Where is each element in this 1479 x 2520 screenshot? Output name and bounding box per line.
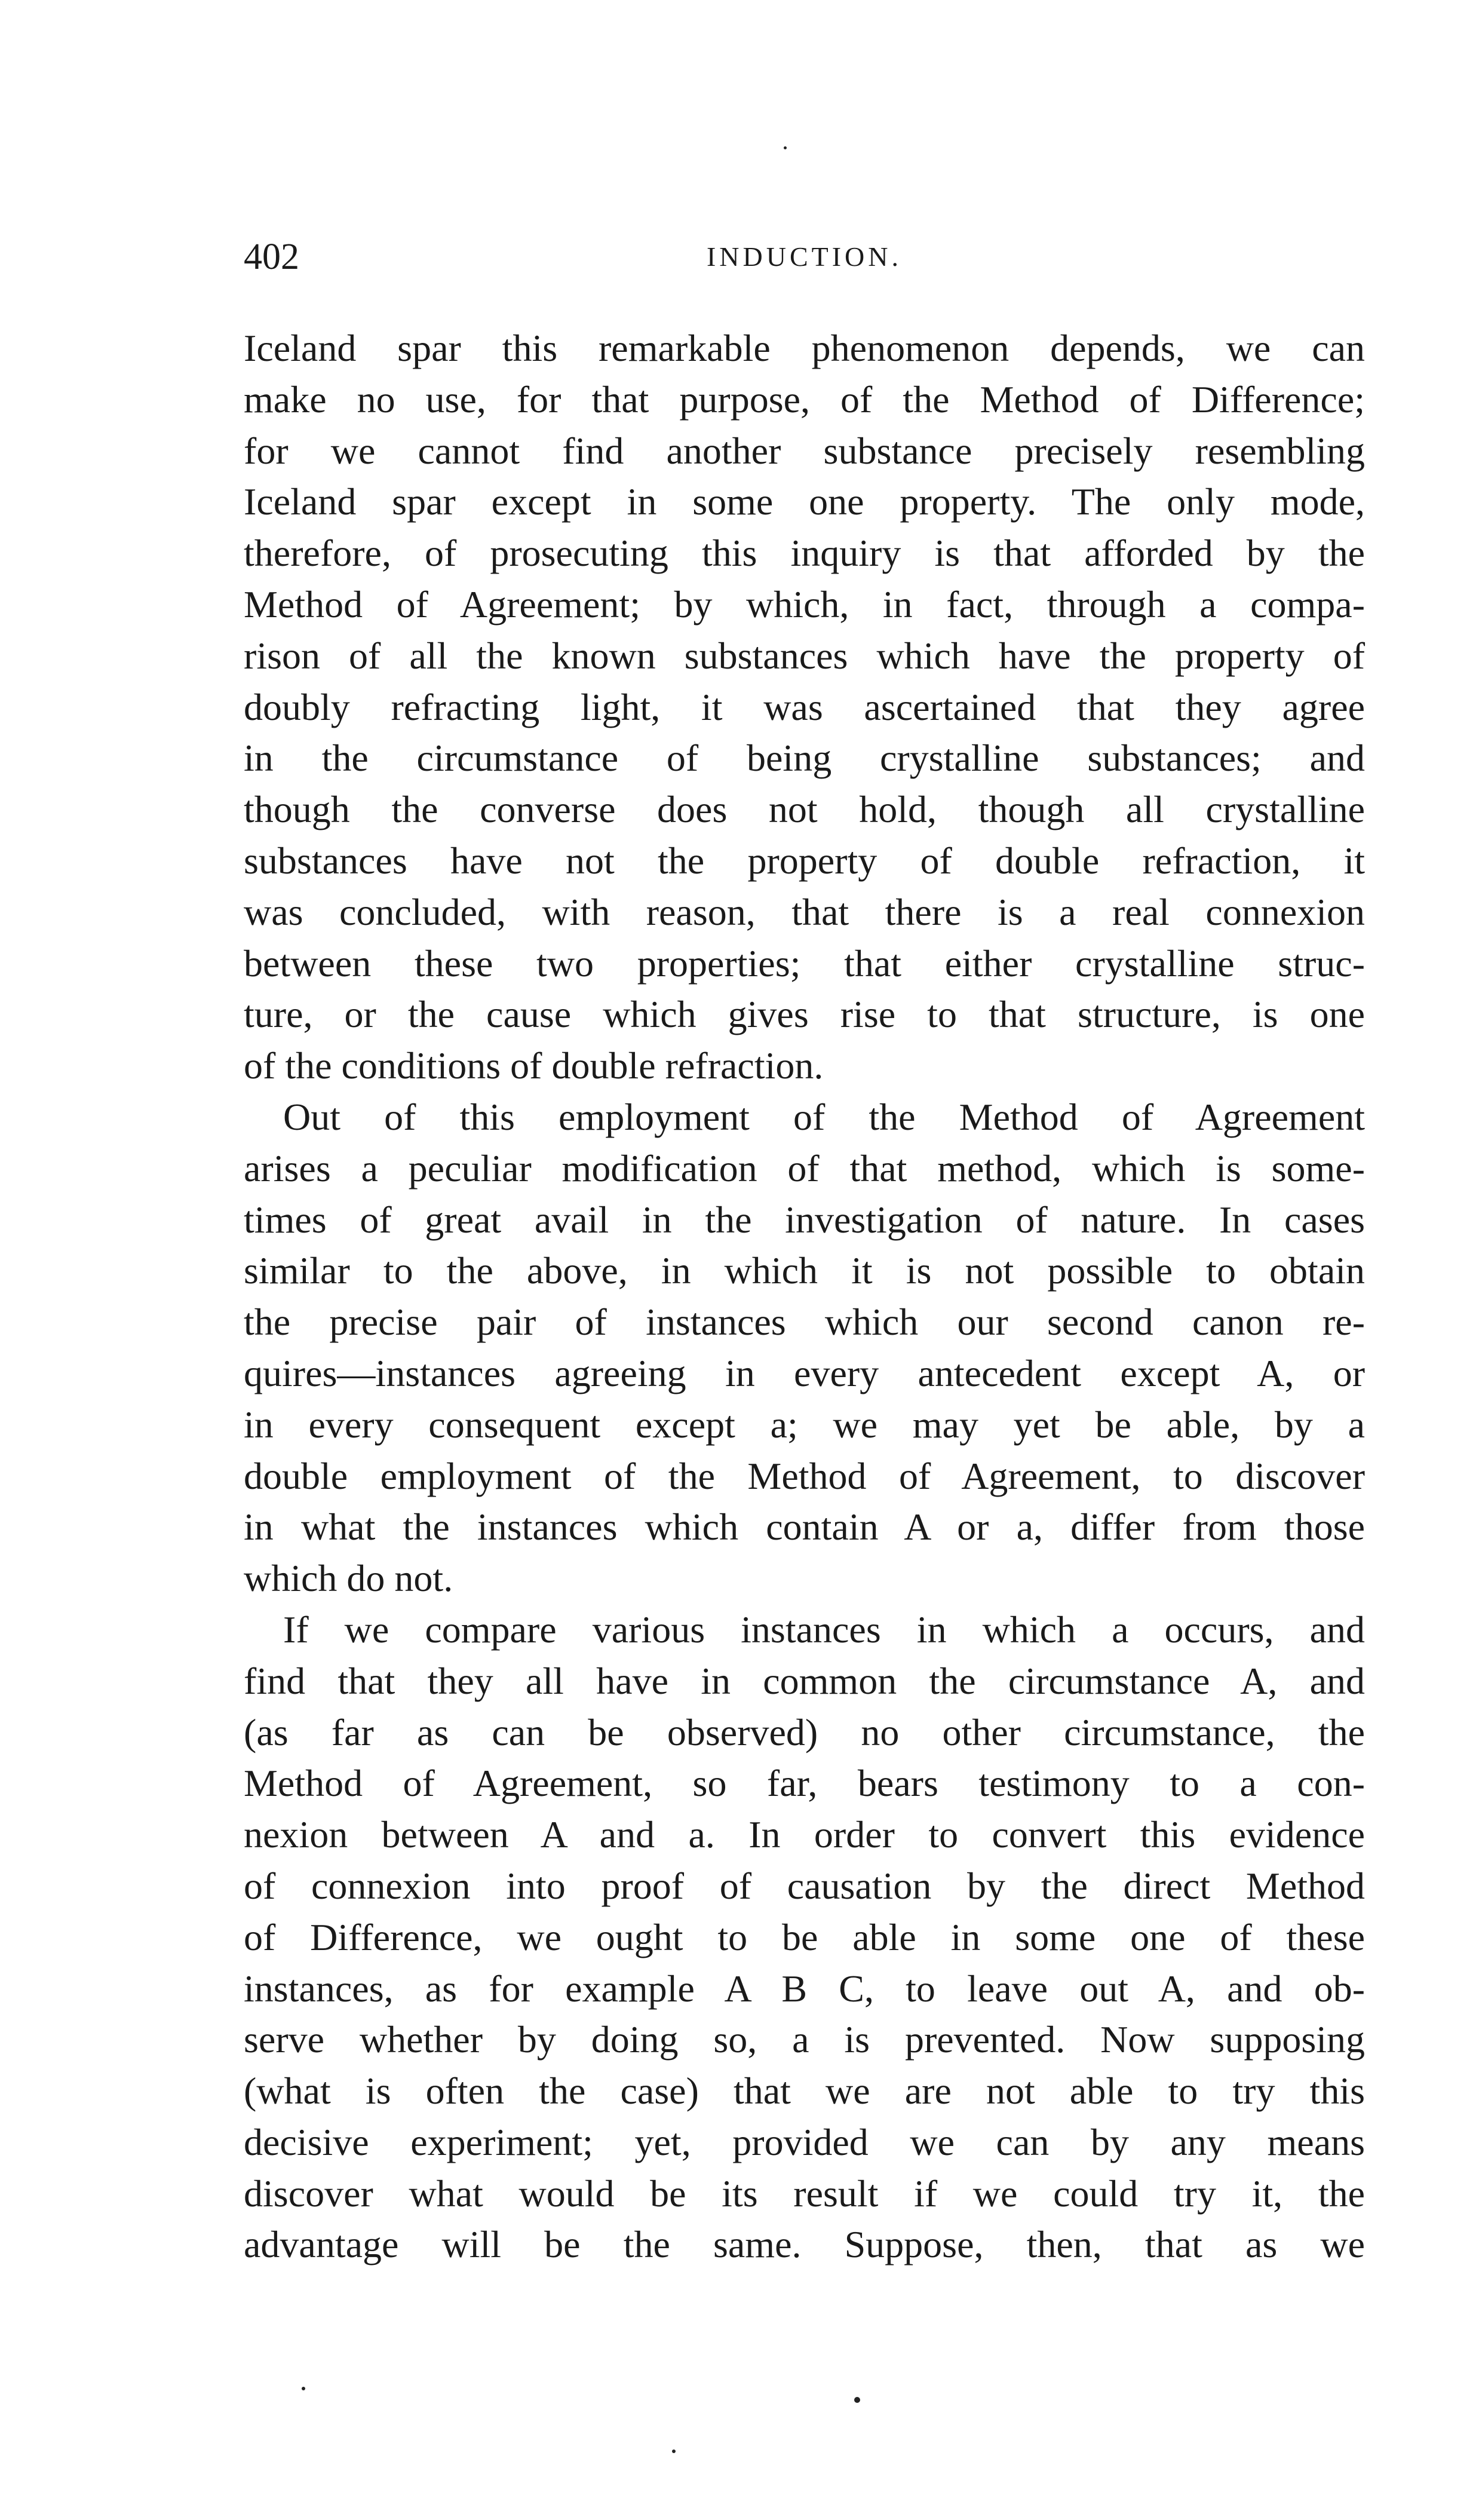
text-line: double employment of the Method of Agreement, to discover: [244, 1454, 1365, 1497]
scan-speck: [672, 2450, 676, 2453]
text-line: therefore, of prosecuting this inquiry is that afforded by the: [244, 532, 1365, 575]
text-line: decisive experiment; yet, provided we can by any means: [244, 2120, 1365, 2163]
text-line: of the conditions of double refraction.: [244, 1044, 824, 1087]
text-line: (as far as can be observed) no other circumstance, the: [244, 1710, 1365, 1753]
page-header: [244, 236, 1365, 284]
page-number: 402: [244, 237, 299, 277]
text-line: in every consequent except a; we may yet be able, by a: [244, 1403, 1365, 1446]
running-head: INDUCTION.: [706, 241, 902, 272]
text-line: rison of all the known substances which have the property of: [244, 634, 1365, 677]
text-line: doubly refracting light, it was ascertained that they agree: [244, 685, 1365, 728]
paragraph: [244, 323, 1365, 1092]
text-line: times of great avail in the investigation of nature. In cases: [244, 1198, 1365, 1241]
scan-speck: [854, 2397, 860, 2403]
paragraph: [244, 1092, 1365, 1604]
text-line: for we cannot find another substance precisely resembling: [244, 429, 1365, 472]
text-line: find that they all have in common the circumstance A, and: [244, 1659, 1365, 1702]
text-line: though the converse does not hold, though all crystalline: [244, 788, 1365, 831]
text-line: make no use, for that purpose, of the Method of Difference;: [244, 378, 1365, 421]
text-line: Out of this employment of the Method of Agreement: [283, 1095, 1365, 1138]
text-line: serve whether by doing so, a is prevented. Now supposing: [244, 2018, 1365, 2061]
text-line: nexion between A and a. In order to convert this evidence: [244, 1813, 1365, 1856]
text-line: ture, or the cause which gives rise to that structure, is one: [244, 993, 1365, 1036]
text-line: between these two properties; that either crystalline struc-: [244, 942, 1365, 985]
text-line: the precise pair of instances which our second canon re-: [244, 1301, 1365, 1344]
paragraph: [244, 1604, 1365, 2270]
page-body: [244, 323, 1365, 2270]
text-line: Method of Agreement; by which, in fact, through a compa-: [244, 583, 1365, 626]
text-line: Iceland spar except in some one property. The only mode,: [244, 480, 1365, 523]
scan-speck: [784, 146, 787, 149]
text-line: advantage will be the same. Suppose, then, that as we: [244, 2223, 1365, 2266]
text-line: If we compare various instances in which a occurs, and: [283, 1608, 1365, 1651]
text-line: which do not.: [244, 1557, 453, 1600]
text-line: of Difference, we ought to be able in some one of these: [244, 1915, 1365, 1958]
text-line: Method of Agreement, so far, bears testimony to a con-: [244, 1762, 1365, 1805]
text-line: in the circumstance of being crystalline substances; and: [244, 737, 1365, 780]
text-line: was concluded, with reason, that there is a real connexion: [244, 890, 1365, 933]
text-line: similar to the above, in which it is not possible to obtain: [244, 1249, 1365, 1292]
text-line: arises a peculiar modification of that method, which is some-: [244, 1146, 1365, 1190]
text-line: of connexion into proof of causation by the direct Method: [244, 1864, 1365, 1907]
text-line: discover what would be its result if we could try it, the: [244, 2172, 1365, 2215]
text-line: quires—instances agreeing in every antecedent except A, or: [244, 1351, 1365, 1394]
scan-speck: [302, 2387, 305, 2390]
text-line: Iceland spar this remarkable phenomenon depends, we can: [244, 327, 1365, 369]
text-line: substances have not the property of double refraction, it: [244, 839, 1365, 882]
text-line: instances, as for example A B C, to leave out A, and ob-: [244, 1967, 1365, 2010]
text-line: (what is often the case) that we are not able to try this: [244, 2070, 1365, 2113]
text-line: in what the instances which contain A or a, differ from those: [244, 1506, 1365, 1549]
